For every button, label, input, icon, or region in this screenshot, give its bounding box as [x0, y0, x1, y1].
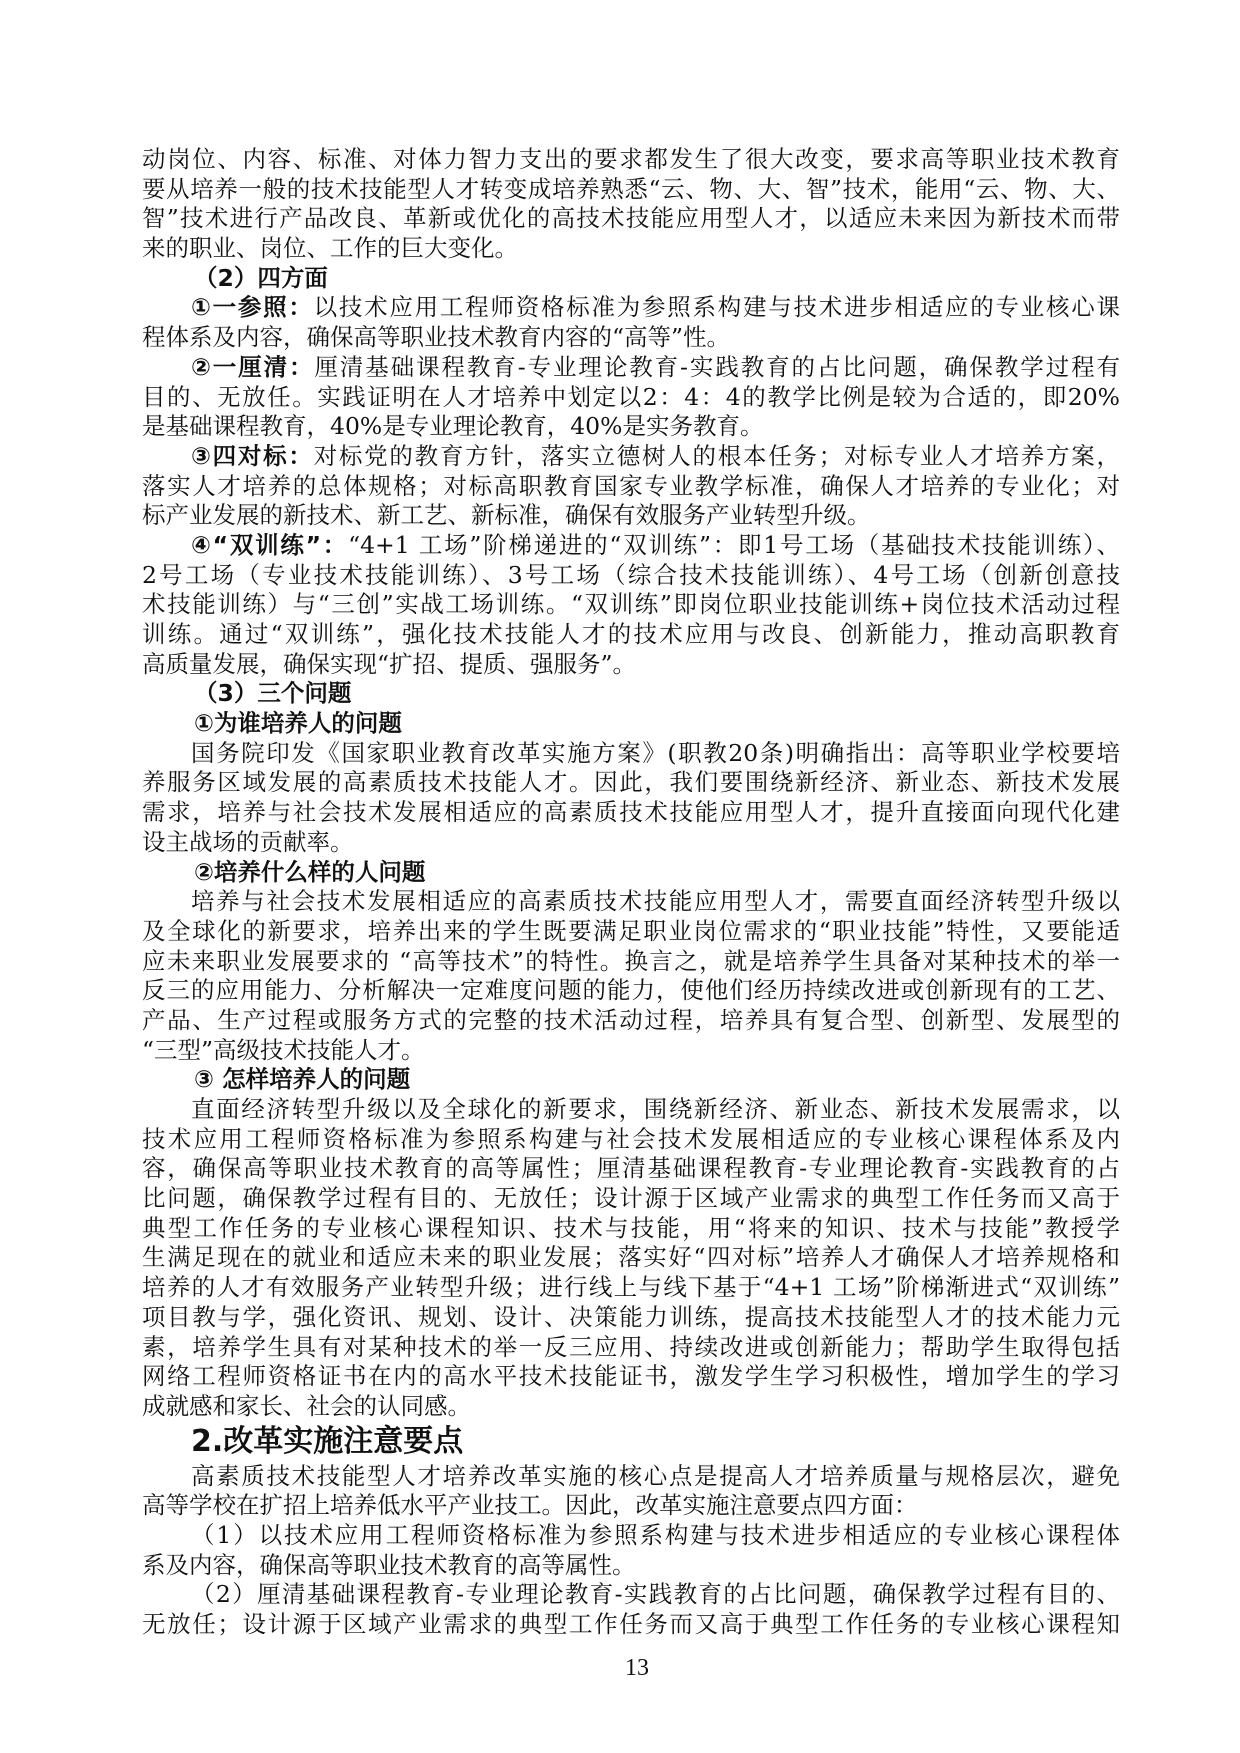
page-number: 13: [625, 1655, 649, 1681]
paragraph: [142, 1580, 1120, 1639]
line-text: 反三的应用能力、分析解决一定难度问题的能力，使他们经历持续改进或创新现有的工艺、: [142, 976, 1120, 1005]
paragraph: [142, 887, 1120, 1065]
text-line: [142, 1243, 1120, 1273]
line-text: 需求，培养与社会技术发展相适应的高素质技术技能应用型人才，提升直接面向现代化建: [142, 798, 1120, 827]
text-line: [142, 828, 1120, 858]
text-line: [142, 1333, 1120, 1363]
line-text: 来的职业、岗位、工作的巨大变化。: [142, 234, 518, 263]
line-text: 落实人才培养的总体规格；对标高职教育国家专业教学标准，确保人才培养的专业化；对: [142, 471, 1120, 500]
subheading: ②培养什么样的人问题: [194, 857, 426, 886]
text-line: [142, 1154, 1120, 1184]
line-text: 对标党的教育方针，落实立德树人的根本任务；对标专业人才培养方案，: [313, 441, 1121, 470]
paragraph: [142, 353, 1120, 442]
paragraph-lead: ②一厘清：: [191, 352, 315, 381]
line-text: 目的、无放任。实践证明在人才培养中划定以2：4：4的教学比例是较为合适的，即20%: [142, 382, 1120, 411]
line-text: （2）厘清基础课程教育-专业理论教育-实践教育的占比问题，确保教学过程有目的、: [191, 1580, 1120, 1609]
line-text: 比问题，确保教学过程有目的、无放任；设计源于区域产业需求的典型工作任务而又高于: [142, 1184, 1120, 1213]
line-text: 产品、生产过程或服务方式的完整的技术活动过程，培养具有复合型、创新型、发展型的: [142, 1005, 1120, 1034]
text-line: [142, 590, 1120, 620]
text-line: [142, 1184, 1120, 1214]
text-line: [142, 1462, 1120, 1492]
text-line: [142, 1095, 1120, 1125]
line-text: 系及内容，确保高等职业技术教育的高等属性。: [142, 1550, 636, 1579]
text-line: [142, 976, 1120, 1006]
text-line: [142, 472, 1120, 502]
paragraph: [142, 145, 1120, 264]
subheading: ③ 怎样培养人的问题: [194, 1065, 411, 1094]
paragraph: [142, 1095, 1120, 1422]
line-text: 动岗位、内容、标准、对体力智力支出的要求都发生了很大改变，要求高等职业技术教育: [142, 145, 1120, 173]
text-line: [142, 947, 1120, 977]
text-line: [142, 383, 1120, 413]
line-text: “三型”高级技术技能人才。: [142, 1035, 425, 1064]
line-text: 生满足现在的就业和适应未来的职业发展；落实好“四对标”培养人才确保人才培养规格和: [142, 1243, 1120, 1272]
text-line: [142, 1551, 1120, 1581]
text-line: [142, 768, 1120, 798]
line-text: 要从培养一般的技术技能型人才转变成培养熟悉“云、物、大、智”技术，能用“云、物、大、: [142, 174, 1120, 203]
text-line: [142, 1362, 1120, 1392]
text-line: [142, 293, 1120, 323]
text-line: [142, 531, 1120, 561]
line-text: 2号工场（专业技术技能训练）、3号工场（综合技术技能训练）、4号工场（创新创意技: [142, 560, 1120, 589]
line-text: 是基础课程教育，40%是专业理论教育，40%是实务教育。: [142, 412, 764, 441]
line-text: 高质量发展，确保实现“扩招、提质、强服务”。: [142, 649, 637, 678]
line-text: 及全球化的新要求，培养出来的学生既要满足职业岗位需求的“职业技能”特性，又要能适: [142, 916, 1120, 945]
text-line: [142, 323, 1120, 353]
text-line: [142, 1392, 1120, 1422]
line-text: 项目教与学，强化资讯、规划、设计、决策能力训练，提高技术技能型人才的技术能力元: [142, 1302, 1120, 1331]
text-line: [142, 561, 1120, 591]
paragraph-lead: ③四对标：: [191, 441, 314, 470]
line-text: 应未来职业发展要求的 “高等技术”的特性。换言之，就是培养学生具备对某种技术的举一: [142, 946, 1120, 975]
section-heading: 2.改革实施注意要点: [191, 1423, 464, 1459]
text-line: [142, 1006, 1120, 1036]
line-text: 成就感和家长、社会的认同感。: [142, 1391, 471, 1420]
text-line: [142, 175, 1120, 205]
line-text: 高等学校在扩招上培养低水平产业技工。因此，改革实施注意要点四方面：: [142, 1491, 918, 1520]
paragraph: [142, 293, 1120, 352]
text-line: [142, 1214, 1120, 1244]
line-text: 高素质技术技能型人才培养改革实施的核心点是提高人才培养质量与规格层次，避免: [191, 1461, 1120, 1490]
line-text: “4+1 工场”阶梯递进的“双训练”：即1号工场（基础技术技能训练）、: [348, 530, 1120, 559]
text-line: [142, 739, 1120, 769]
line-text: 以技术应用工程师资格标准为参照系构建与技术进步相适应的专业核心课: [313, 293, 1121, 322]
line-text: 设主战场的贡献率。: [142, 827, 354, 856]
document-body: [142, 145, 1120, 1640]
line-text: 网络工程师资格证书在内的高水平技术技能证书，激发学生学习积极性，增加学生的学习: [142, 1362, 1120, 1391]
line-text: 培养与社会技术发展相适应的高素质技术技能应用型人才，需要直面经济转型升级以: [191, 887, 1120, 916]
text-line: [142, 1491, 1120, 1521]
text-line: [142, 887, 1120, 917]
text-line: [142, 1036, 1120, 1066]
text-line: [142, 1610, 1120, 1640]
subheading: ①为谁培养人的问题: [194, 709, 402, 738]
line-text: 技术应用工程师资格标准为参照系构建与社会技术发展相适应的专业核心课程体系及内: [142, 1124, 1120, 1153]
paragraph: [142, 531, 1120, 679]
line-text: 容，确保高等职业技术教育的高等属性；厘清基础课程教育-专业理论教育-实践教育的占: [142, 1154, 1120, 1183]
line-text: 厘清基础课程教育-专业理论教育-实践教育的占比问题，确保教学过程有: [314, 352, 1120, 381]
text-line: [142, 650, 1120, 680]
text-line: [142, 1303, 1120, 1333]
text-line: [142, 234, 1120, 264]
text-line: [142, 145, 1120, 175]
text-line: [142, 204, 1120, 234]
subheading: （3）三个问题: [194, 679, 352, 708]
paragraph: [142, 739, 1120, 858]
paragraph: [142, 1521, 1120, 1580]
text-line: [142, 1580, 1120, 1610]
line-text: 素，培养学生具有对某种技术的举一反三应用、持续改进或创新能力；帮助学生取得包括: [142, 1332, 1120, 1361]
line-text: 无放任；设计源于区域产业需求的典型工作任务而又高于典型工作任务的专业核心课程知: [142, 1610, 1120, 1638]
line-text: 典型工作任务的专业核心课程知识、技术与技能，用“将来的知识、技术与技能”教授学: [142, 1213, 1120, 1242]
paragraph-lead: ①一参照：: [191, 293, 314, 322]
line-text: 标产业发展的新技术、新工艺、新标准，确保有效服务产业转型升级。: [142, 501, 871, 530]
line-text: 国务院印发《国家职业教育改革实施方案》(职教20条)明确指出：高等职业学校要培: [191, 738, 1120, 767]
line-text: 术技能训练）与“三创”实战工场训练。“双训练”即岗位职业技能训练+岗位技术活动过程: [142, 590, 1120, 619]
line-text: （1）以技术应用工程师资格标准为参照系构建与技术进步相适应的专业核心课程体: [191, 1520, 1120, 1549]
line-text: 养服务区域发展的高素质技术技能人才。因此，我们要围绕新经济、新业态、新技术发展: [142, 768, 1120, 797]
text-line: [142, 501, 1120, 531]
line-text: 程体系及内容，确保高等职业技术教育内容的“高等”性。: [142, 323, 731, 352]
line-text: 智”技术进行产品改良、革新或优化的高技术技能应用型人才，以适应未来因为新技术而带: [142, 204, 1120, 233]
text-line: [142, 620, 1120, 650]
text-line: [142, 412, 1120, 442]
paragraph-lead: ④“双训练”：: [191, 530, 349, 559]
paragraph: [142, 442, 1120, 531]
text-line: [142, 798, 1120, 828]
line-text: 训练。通过“双训练”，强化技术技能人才的技术应用与改良、创新能力，推动高职教育: [142, 620, 1120, 648]
text-line: [142, 353, 1120, 383]
paragraph: [142, 1462, 1120, 1521]
text-line: [142, 442, 1120, 472]
subheading: （2）四方面: [194, 263, 328, 292]
line-text: 直面经济转型升级以及全球化的新要求，围绕新经济、新业态、新技术发展需求，以: [191, 1095, 1120, 1123]
line-text: 培养的人才有效服务产业转型升级；进行线上与线下基于“4+1 工场”阶梯渐进式“双训练”: [142, 1273, 1120, 1302]
text-line: [142, 1125, 1120, 1155]
text-line: [142, 1273, 1120, 1303]
text-line: [142, 917, 1120, 947]
text-line: [142, 1521, 1120, 1551]
